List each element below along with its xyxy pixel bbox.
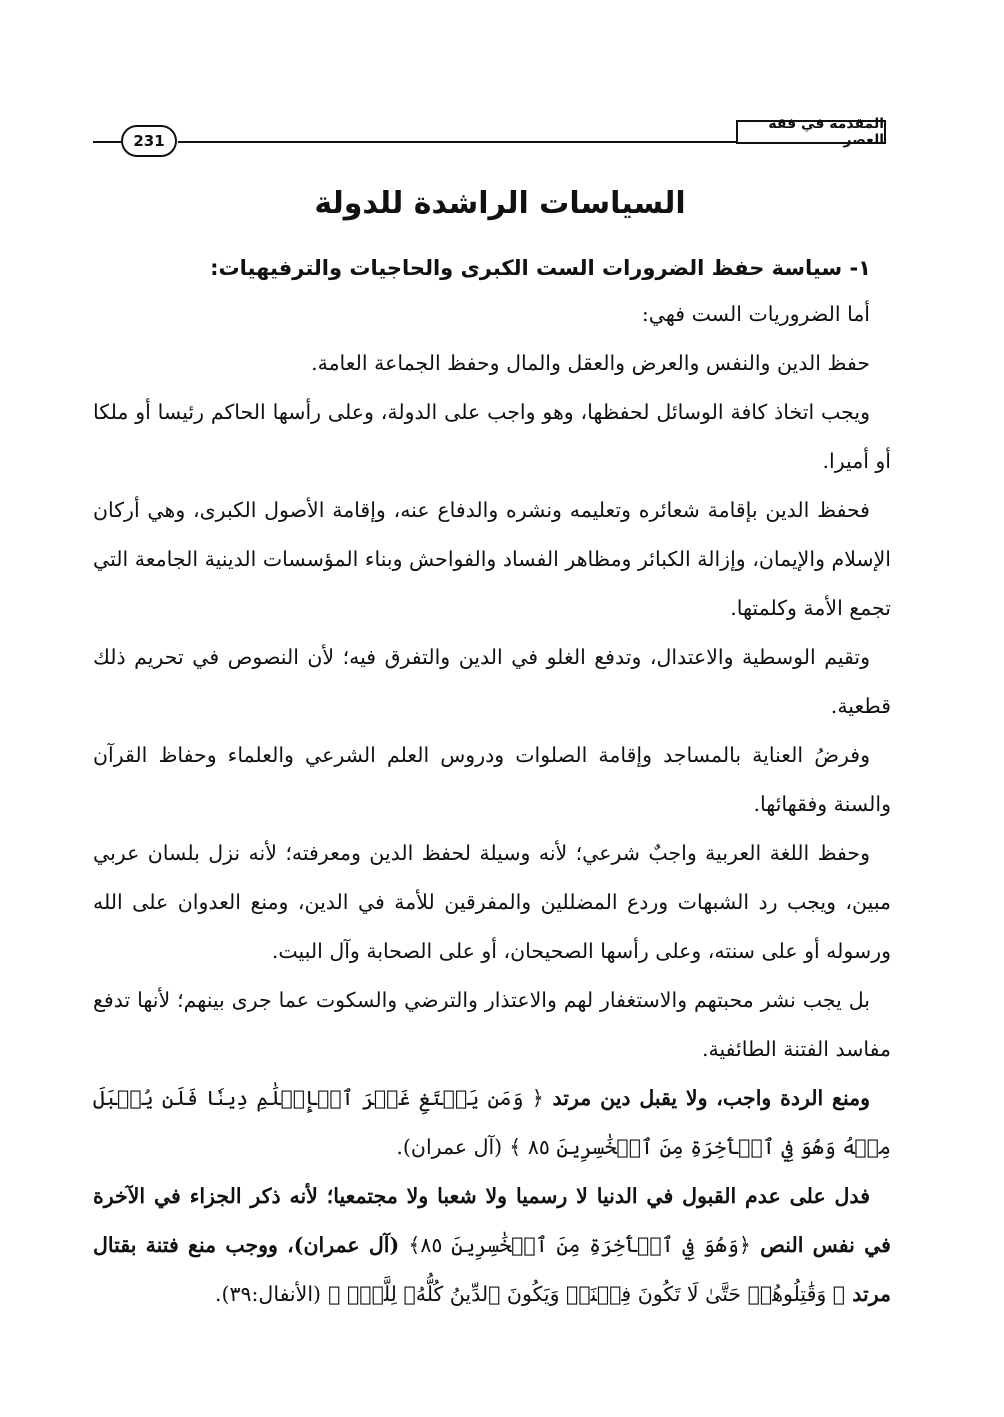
section-heading: ١- سياسة حفظ الضرورات الست الكبرى والحاجيات والترفيهيات: xyxy=(210,256,871,280)
quran-verse: ﴿ وَقَٰتِلُوهُمۡ حَتَّىٰ لَا تَكُونَ فِتۡنَةٞ وَيَكُونَ ٱلدِّينُ كُلُّهُۥ لِلَّهِۚ ﴾ xyxy=(328,1282,846,1306)
paragraph: ويجب اتخاذ كافة الوسائل لحفظها، وهو واجب على الدولة، وعلى رأسها الحاكم رئيسا أو ملكا أو أميرا. xyxy=(93,400,891,473)
final-lead: فدل على عدم القبول في الدنيا لا رسميا ولا شعبا ولا مجتمعيا؛ لأنه ذكر الجزاء في الآخرة في نفس النص xyxy=(93,1184,891,1257)
header-rule xyxy=(178,141,736,143)
paragraph: وتقيم الوسطية والاعتدال، وتدفع الغلو في الدين والتفرق فيه؛ لأن النصوص في تحريم ذلك قطعية. xyxy=(93,645,891,718)
book-title: المقدمة في فقه العصر xyxy=(736,120,886,144)
paragraph: فحفظ الدين بإقامة شعائره وتعليمه ونشره والدفاع عنه، وإقامة الأصول الكبرى، وهي أركان الإسلام والإيمان، وإزالة الكبائر ومظاهر الفساد والفواحش وبناء المؤسسات الدينية الجامعة التي تجمع الأمة وكلمتها. xyxy=(93,498,891,620)
quran-verse: ﴿ وَمَن يَبۡتَغِ غَيۡرَ ٱلۡإِسۡلَٰمِ دِينٗا فَلَن يُقۡبَلَ مِنۡهُ وَهُوَ فِي ٱلۡأٓخِرَةِ مِنَ ٱلۡخَٰسِرِينَ ٨٥ ﴾ xyxy=(93,1086,891,1159)
verse-reference: (آل عمران)، ووجب منع فتنة بقتال مرتد xyxy=(93,1233,891,1306)
paragraph: وحفظ اللغة العربية واجبٌ شرعي؛ لأنه وسيلة لحفظ الدين ومعرفته؛ لأنه نزل بلسان عربي مبين، ويجب رد الشبهات وردع المضللين والمفرقين للأمة في الدين، ومنع العدوان على الله ورسوله أو على سنته، وعلى رأسها الصحيحان، أو على الصحابة وآل البيت. xyxy=(93,841,891,963)
header-rule-left xyxy=(93,141,121,143)
paragraph: بل يجب نشر محبتهم والاستغفار لهم والاعتذار والترضي والسكوت عما جرى بينهم؛ لأنها تدفع مفاسد الفتنة الطائفية. xyxy=(93,988,891,1061)
page-title: السياسات الراشدة للدولة xyxy=(314,186,686,221)
paragraph: حفظ الدين والنفس والعرض والعقل والمال وحفظ الجماعة العامة. xyxy=(311,351,870,375)
page-number: 231 xyxy=(121,125,177,157)
paragraph: أما الضروريات الست فهي: xyxy=(641,302,870,326)
riddah-lead: ومنع الردة واجب، ولا يقبل دين مرتد xyxy=(552,1086,871,1110)
verse-reference: (آل عمران). xyxy=(396,1135,503,1159)
paragraph-riddah xyxy=(93,1074,891,1172)
quran-verse: ﴿وَهُوَ فِي ٱلۡأٓخِرَةِ مِنَ ٱلۡخَٰسِرِينَ ٨٥﴾ xyxy=(408,1233,751,1257)
body-text xyxy=(93,246,891,1319)
paragraph-final xyxy=(93,1172,891,1319)
paragraph: وفرضُ العناية بالمساجد وإقامة الصلوات ودروس العلم الشرعي والعلماء وحفاظ القرآن والسنة وفقهائها. xyxy=(93,743,891,816)
verse-reference: (الأنفال:٣٩). xyxy=(214,1282,322,1306)
